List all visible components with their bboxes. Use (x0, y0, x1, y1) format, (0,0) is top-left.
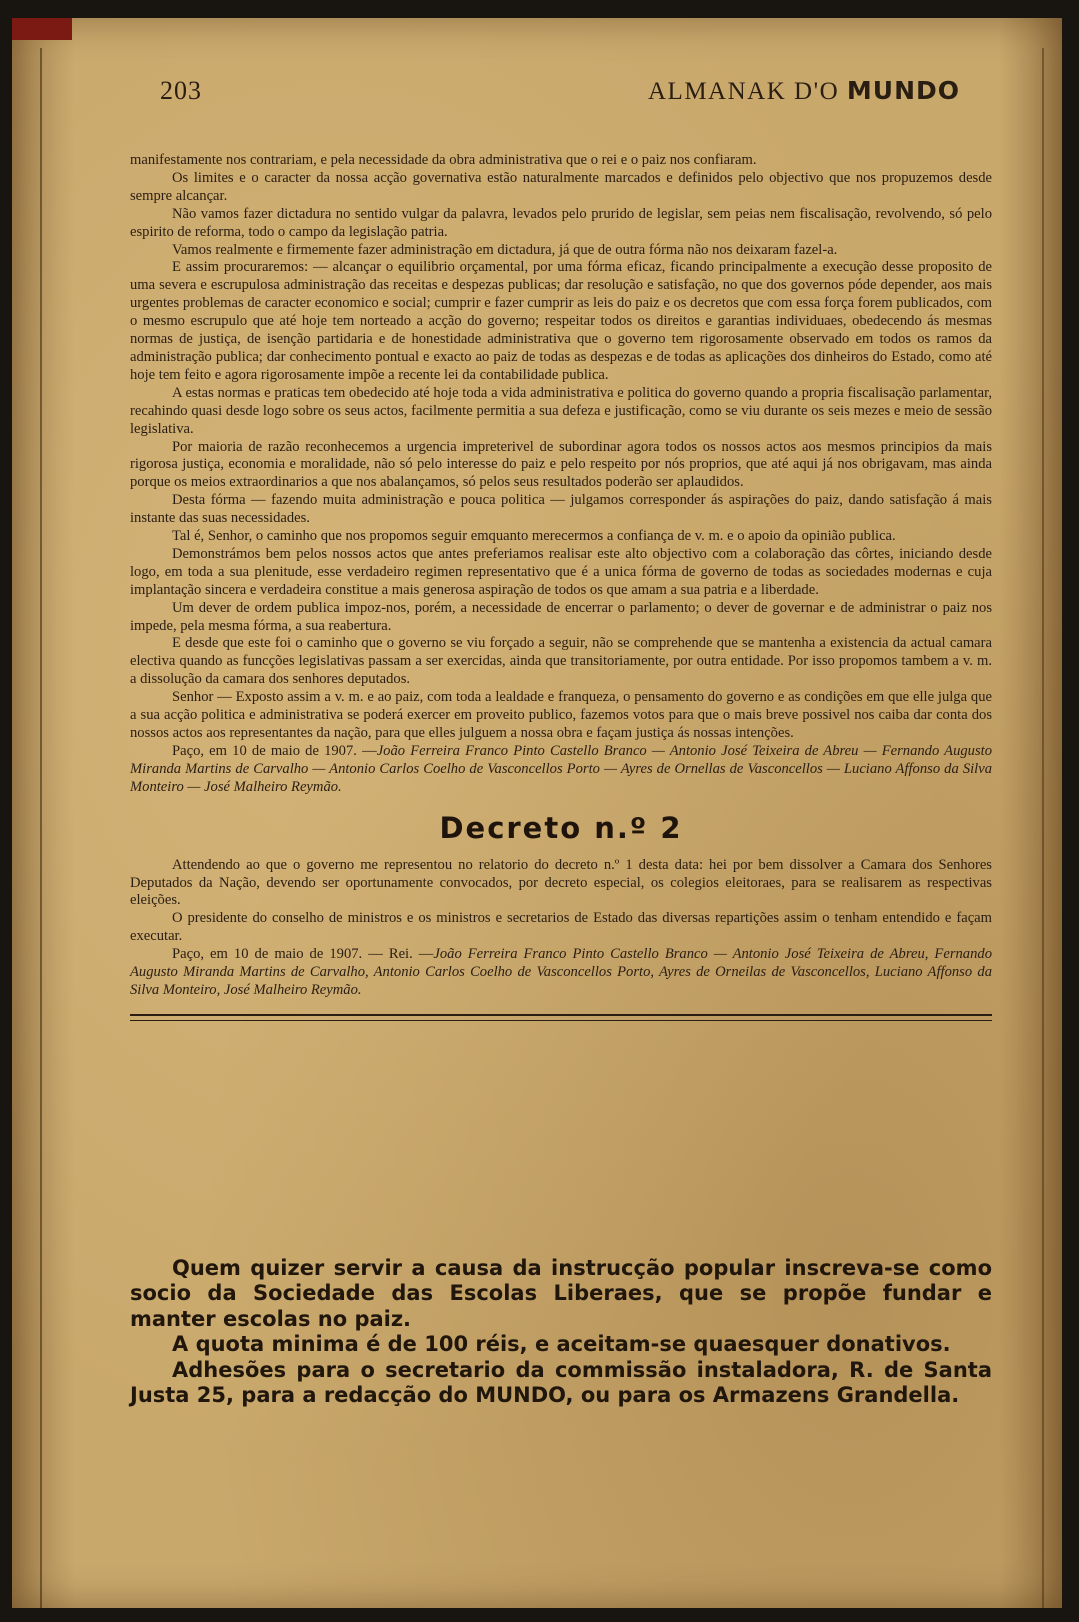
decree-title: Decreto n.º 2 (439, 810, 683, 845)
body-paragraph: manifestamente nos contrariam, e pela necessidade da obra administrativa que o rei e o paiz nos confiaram. (130, 152, 757, 168)
running-title-prefix: ALMANAK D'O (648, 78, 840, 105)
page-number: 203 (160, 76, 202, 105)
body-paragraph: Tal é, Senhor, o caminho que nos propomos seguir emquanto merecermos a confiança de v. m. e o apoio da opinião publica. (172, 528, 896, 545)
signature-1-names: João Ferreira Franco Pinto Castello Branco — Antonio José Teixeira de Abreu — Fernando Augusto Miranda Martins de Carvalho — Antonio Carlos Coelho de Vasconcellos Porto — Ayres de Ornellas de Vasconcellos — Luciano Affonso da Silva Monteiro — José Malheiro Reymão. (130, 742, 992, 795)
advertisement-notice (130, 1256, 992, 1408)
left-page-edge (40, 48, 42, 1608)
right-page-edge (1042, 48, 1044, 1608)
notice-paragraph: Quem quizer servir a causa da instrucção popular inscreva-se como socio da Sociedade das Escolas Liberaes, que se propõe fundar e manter escolas no paiz. (130, 1256, 992, 1331)
body-paragraph: E assim procuraremos: — alcançar o equilibrio orçamental, por uma fórma eficaz, ficando principalmente a execução desse proposito de uma severa e escrupulosa administração das receitas e despezas publicas; dar resolução e satisfação, no que dos governos póde depender, aos mais urgentes problemas de caracter economico e social; cumprir e fazer cumprir as leis do paiz e os decretos que com essa força forem publicados, com o mesmo escrupulo que até hoje tem norteado a acção do governo; respeitar todos os direitos e garantias individuaes, obedecendo ás mesmas normas de justiça, de isenção partidaria e de honestidade administrativa que o governo tem rigorosamente observado em todos os ramos da administração publica; dar conhecimento pontual e exacto ao paiz de todas as despezas e de todas as aplicações dos dinheiros do Estado, como até hoje tem feito e agora rigorosamente impõe a recente lei da contabilidade publica. (130, 259, 992, 383)
running-title-emph: MUNDO (846, 76, 960, 105)
body-paragraph: A estas normas e praticas tem obedecido até hoje toda a vida administrativa e politica do governo quando a propria fiscalisação parlamentar, recahindo quasi desde logo sobre os seus actos, facilmente permitia a sua defeza e justificação, como se viu durante os seis mezes e meio de sessão legislativa. (130, 384, 992, 437)
signature-block-1 (130, 743, 992, 797)
decree-paragraph: Attendendo ao que o governo me representou no relatorio do decreto n.º 1 desta data: hei por bem dissolver a Camara dos Senhores Deputados da Nação, devendo ser oportunamente convocados, por decreto especial, os colegios eleitoraes, para se realisarem as respectivas eleições. (130, 856, 992, 909)
report-body (130, 152, 992, 743)
decree-body (130, 857, 992, 947)
section-divider (130, 1014, 992, 1021)
main-text (130, 152, 992, 1021)
running-title (648, 76, 960, 106)
signature-2-names: João Ferreira Franco Pinto Castello Branco — Antonio José Teixeira de Abreu, Fernando Augusto Miranda Martins de Carvalho, Antonio Carlos Coelho de Vasconcellos Porto, Ayres de Orneilas de Vasconcellos, Luciano Affonso da Silva Monteiro, José Malheiro Reymão. (130, 946, 992, 998)
body-paragraph: E desde que este foi o caminho que o governo se viu forçado a seguir, não se comprehende que se mantenha a existencia da actual camara electiva quando as funcções legislativas passam a ser exercidas, ainda que transitoriamente, por outra entidade. Por isso propomos tambem a v. m. a dissolução da camara dos senhores deputados. (130, 635, 992, 688)
signature-block-2 (130, 946, 992, 1000)
body-paragraph: Por maioria de razão reconhecemos a urgencia impreterivel de subordinar agora todos os nossos actos aos mesmos principios da mais rigorosa justiça, economia e moralidade, não só pelo interesse do paiz e pelo respeito por nós proprios, que até aqui já nos obrigavam, mas ainda porque os meios extraordinarios a que nos abalançamos, só pelos seus resultados poderão ser aplaudidos. (130, 438, 992, 491)
body-paragraph: Senhor — Exposto assim a v. m. e ao paiz, com toda a lealdade e franqueza, o pensamento do governo e as condições em que elle julga que a sua acção politica e administrativa se poderá exercer em proveito publico, fazemos votos para que o mais breve possivel nos caiba dar conta dos nossos actos aos representantes da nação, para que elles julguem a nossa obra e façam justiça ás nossas intenções. (130, 689, 992, 741)
signature-1-lead: Paço, em 10 de maio de 1907. — (172, 742, 377, 759)
body-paragraph: Um dever de ordem publica impoz-nos, porém, a necessidade de encerrar o parlamento; o dever de governar e de administrar o paiz nos impede, pela mesma fórma, a sua reabertura. (130, 599, 992, 634)
body-paragraph: Os limites e o caracter da nossa acção governativa estão naturalmente marcados e definidos pelo objectivo que nos propuzemos desde sempre alcançar. (130, 169, 992, 204)
body-paragraph: Desta fórma — fazendo muita administração e pouca politica — julgamos corresponder ás aspirações do paiz, dando satisfação á mais instante das suas necessidades. (130, 492, 992, 527)
decree-paragraph: O presidente do conselho de ministros e os ministros e secretarios de Estado das diversas repartições assim o tenham entendido e façam executar. (130, 910, 992, 945)
page-corner-mark (12, 18, 72, 40)
signature-2-lead: Paço, em 10 de maio de 1907. — Rei. — (172, 946, 434, 963)
notice-paragraph: A quota minima é de 100 réis, e aceitam-se quaesquer donativos. (172, 1332, 951, 1357)
body-paragraph: Vamos realmente e firmemente fazer administração em dictadura, já que de outra fórma não nos deixaram fazel-a. (172, 241, 838, 258)
body-paragraph: Demonstrámos bem pelos nossos actos que antes preferiamos realisar este alto objectivo com a colaboração das côrtes, iniciando desde logo, em toda a sua plenitude, esse verdadeiro regimen representativo que é a unica fórma de governo de todas as sociedades modernas e cuja implantação sincera e verdadeira constitue a mais generosa aspiração de todos os que amam a sua patria e a liberdade. (130, 545, 992, 598)
page-header (160, 76, 960, 110)
notice-paragraph: Adhesões para o secretario da commissão instaladora, R. de Santa Justa 25, para a redacção do MUNDO, ou para os Armazens Grandella. (130, 1357, 992, 1408)
body-paragraph: Não vamos fazer dictadura no sentido vulgar da palavra, levados pelo prurido de legislar, sem peias nem fiscalisação, revolvendo, só pelo espirito de reforma, todo o campo da legislação patria. (130, 205, 992, 240)
